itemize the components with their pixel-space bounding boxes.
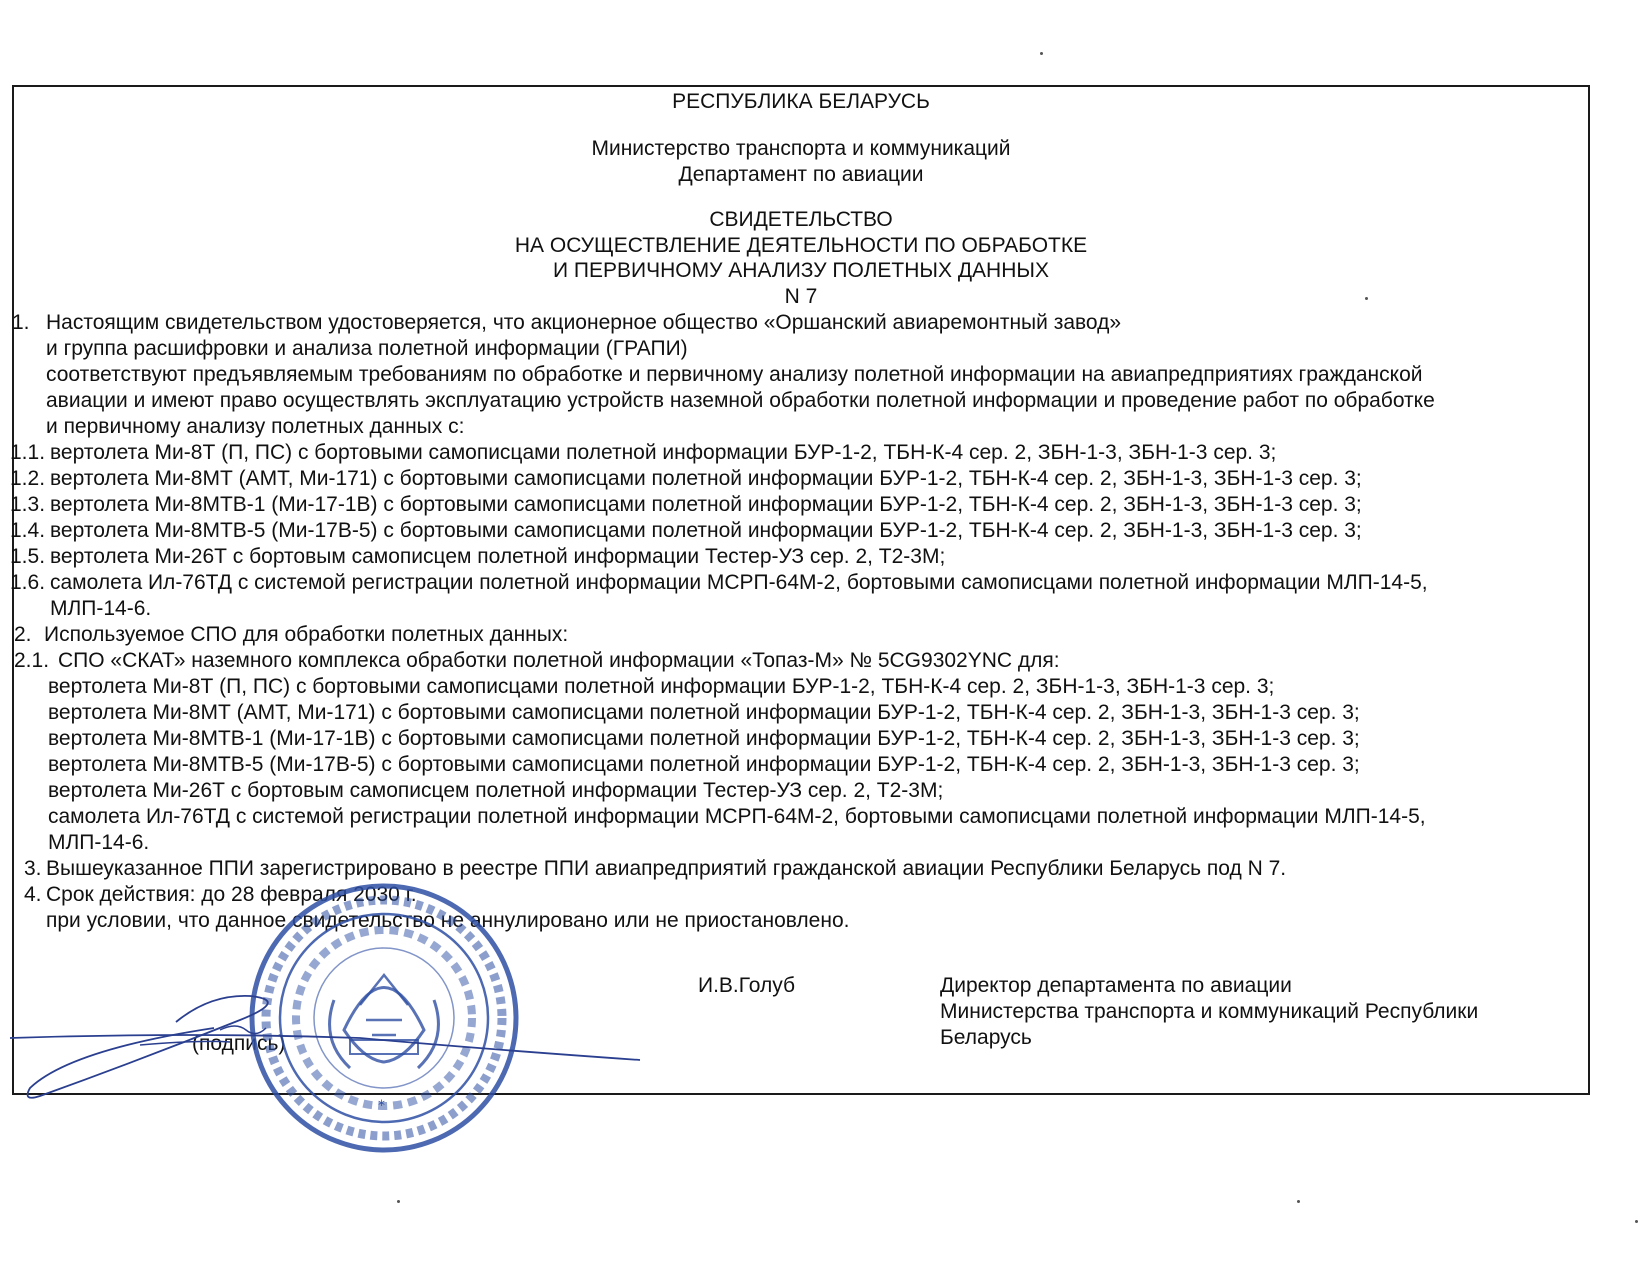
ministry-name: Министерство транспорта и коммуникаций bbox=[591, 137, 1011, 160]
item-number: 1.5. bbox=[10, 545, 46, 568]
doc-number: N 7 bbox=[784, 285, 818, 308]
scan-speck bbox=[1040, 52, 1043, 55]
section-2-heading: Используемое СПО для обработки полетных данных: bbox=[44, 623, 569, 646]
section-4-number: 4. bbox=[24, 883, 42, 906]
software-aircraft-line: МЛП-14-6. bbox=[48, 831, 150, 854]
section-1-line: и группа расшифровки и анализа полетной информации (ГРАПИ) bbox=[46, 337, 688, 360]
subsection-heading: СПО «СКАТ» наземного комплекса обработки полетной информации «Топаз-М» № 5CG9302YNC для: bbox=[58, 649, 1060, 672]
seal-inner-ring bbox=[280, 914, 488, 1122]
item-number: 1.1. bbox=[10, 441, 46, 464]
section-1-line: соответствуют предъявляемым требованиям по обработке и первичному анализу полетной информации на авиапредприятиях гражданской bbox=[46, 363, 1423, 386]
software-aircraft-line: вертолета Ми-8МТВ-5 (Ми-17В-5) с бортовыми самописцами полетной информации БУР-1-2, ТБН-К-4 сер. 2, ЗБН-1-3, ЗБН-1-3 сер. 3; bbox=[48, 753, 1360, 776]
item-text: вертолета Ми-8Т (П, ПС) с бортовыми самописцами полетной информации БУР-1-2, ТБН-К-4 сер. 2, ЗБН-1-3, ЗБН-1-3 сер. 3; bbox=[50, 441, 1277, 464]
scan-speck bbox=[1297, 1200, 1300, 1203]
section-1-line: и первичному анализу полетных данных с: bbox=[46, 415, 465, 438]
section-3-number: 3. bbox=[24, 857, 42, 880]
item-text: вертолета Ми-8МТ (АМТ, Ми-171) с бортовыми самописцами полетной информации БУР-1-2, ТБН-К-4 сер. 2, ЗБН-1-3, ЗБН-1-3 сер. 3; bbox=[50, 467, 1362, 490]
section-1-line: Настоящим свидетельством удостоверяется, что акционерное общество «Оршанский авиаремонтный завод» bbox=[46, 311, 1122, 334]
scan-speck bbox=[1635, 1220, 1638, 1223]
section-1-number: 1. bbox=[12, 311, 30, 334]
software-aircraft-line: вертолета Ми-8Т (П, ПС) с бортовыми самописцами полетной информации БУР-1-2, ТБН-К-4 сер. 2, ЗБН-1-3, ЗБН-1-3 сер. 3; bbox=[48, 675, 1275, 698]
doc-title: СВИДЕТЕЛЬСТВО bbox=[709, 208, 893, 231]
software-aircraft-line: вертолета Ми-26Т с бортовым самописцем полетной информации Тестер-УЗ сер. 2, Т2-3М; bbox=[48, 779, 944, 802]
seal-center-ring bbox=[314, 948, 454, 1088]
seal-inner-lettering bbox=[296, 930, 472, 1106]
country-heading: РЕСПУБЛИКА БЕЛАРУСЬ bbox=[672, 90, 930, 113]
item-number: 1.2. bbox=[10, 467, 46, 490]
signature-label: (подпись) bbox=[192, 1032, 286, 1055]
item-number: 1.6. bbox=[10, 571, 46, 594]
software-aircraft-line: самолета Ил-76ТД с системой регистрации полетной информации МСРП-64М-2, бортовыми самописцами полетной информации МЛП-14-5, bbox=[48, 805, 1426, 828]
seal-star-icon: * bbox=[378, 1098, 385, 1114]
subsection-number: 2.1. bbox=[14, 649, 50, 672]
item-text: вертолета Ми-26Т с бортовым самописцем полетной информации Тестер-УЗ сер. 2, Т2-3М; bbox=[50, 545, 946, 568]
item-text: самолета Ил-76ТД с системой регистрации полетной информации МСРП-64М-2, бортовыми самописцами полетной информации МЛП-14-5, bbox=[50, 571, 1428, 594]
doc-title-line-3: И ПЕРВИЧНОМУ АНАЛИЗУ ПОЛЕТНЫХ ДАННЫХ bbox=[552, 259, 1049, 282]
scan-speck bbox=[397, 1200, 400, 1203]
section-3-text: Вышеуказанное ППИ зарегистрировано в реестре ППИ авиапредприятий гражданской авиации Республики Беларусь под N 7. bbox=[46, 857, 1287, 880]
scan-speck bbox=[1365, 297, 1368, 300]
signatory-name: И.В.Голуб bbox=[698, 974, 795, 997]
section-1-line: авиации и имеют право осуществлять эксплуатацию устройств наземной обработки полетной информации и проведение работ по обработке bbox=[46, 389, 1435, 412]
signatory-position-line-3: Беларусь bbox=[940, 1026, 1032, 1049]
emblem-rays-icon bbox=[360, 975, 408, 1035]
signatory-position: Директор департамента по авиации bbox=[940, 974, 1292, 997]
signatory-position-line-2: Министерства транспорта и коммуникаций Республики bbox=[940, 1000, 1479, 1023]
item-text: вертолета Ми-8МТВ-1 (Ми-17-1В) с бортовыми самописцами полетной информации БУР-1-2, ТБН-К-4 сер. 2, ЗБН-1-3, ЗБН-1-3 сер. 3; bbox=[50, 493, 1362, 516]
item-text-continued: МЛП-14-6. bbox=[50, 597, 152, 620]
official-seal bbox=[252, 886, 516, 1150]
item-number: 1.3. bbox=[10, 493, 46, 516]
emblem-icon bbox=[344, 988, 424, 1063]
item-text: вертолета Ми-8МТВ-5 (Ми-17В-5) с бортовыми самописцами полетной информации БУР-1-2, ТБН-К-4 сер. 2, ЗБН-1-3, ЗБН-1-3 сер. 3; bbox=[50, 519, 1362, 542]
software-aircraft-line: вертолета Ми-8МТВ-1 (Ми-17-1В) с бортовыми самописцами полетной информации БУР-1-2, ТБН-К-4 сер. 2, ЗБН-1-3, ЗБН-1-3 сер. 3; bbox=[48, 727, 1360, 750]
item-number: 1.4. bbox=[10, 519, 46, 542]
software-aircraft-line: вертолета Ми-8МТ (АМТ, Ми-171) с бортовыми самописцами полетной информации БУР-1-2, ТБН-К-4 сер. 2, ЗБН-1-3, ЗБН-1-3 сер. 3; bbox=[48, 701, 1360, 724]
section-2-number: 2. bbox=[14, 623, 32, 646]
doc-title-line-2: НА ОСУЩЕСТВЛЕНИЕ ДЕЯТЕЛЬНОСТИ ПО ОБРАБОТКЕ bbox=[514, 234, 1088, 257]
department-name: Департамент по авиации bbox=[678, 163, 924, 186]
validity-term: Срок действия: до 28 февраля 2030 г. bbox=[46, 883, 417, 906]
validity-condition: при условии, что данное свидетельство не аннулировано или не приостановлено. bbox=[46, 909, 850, 932]
